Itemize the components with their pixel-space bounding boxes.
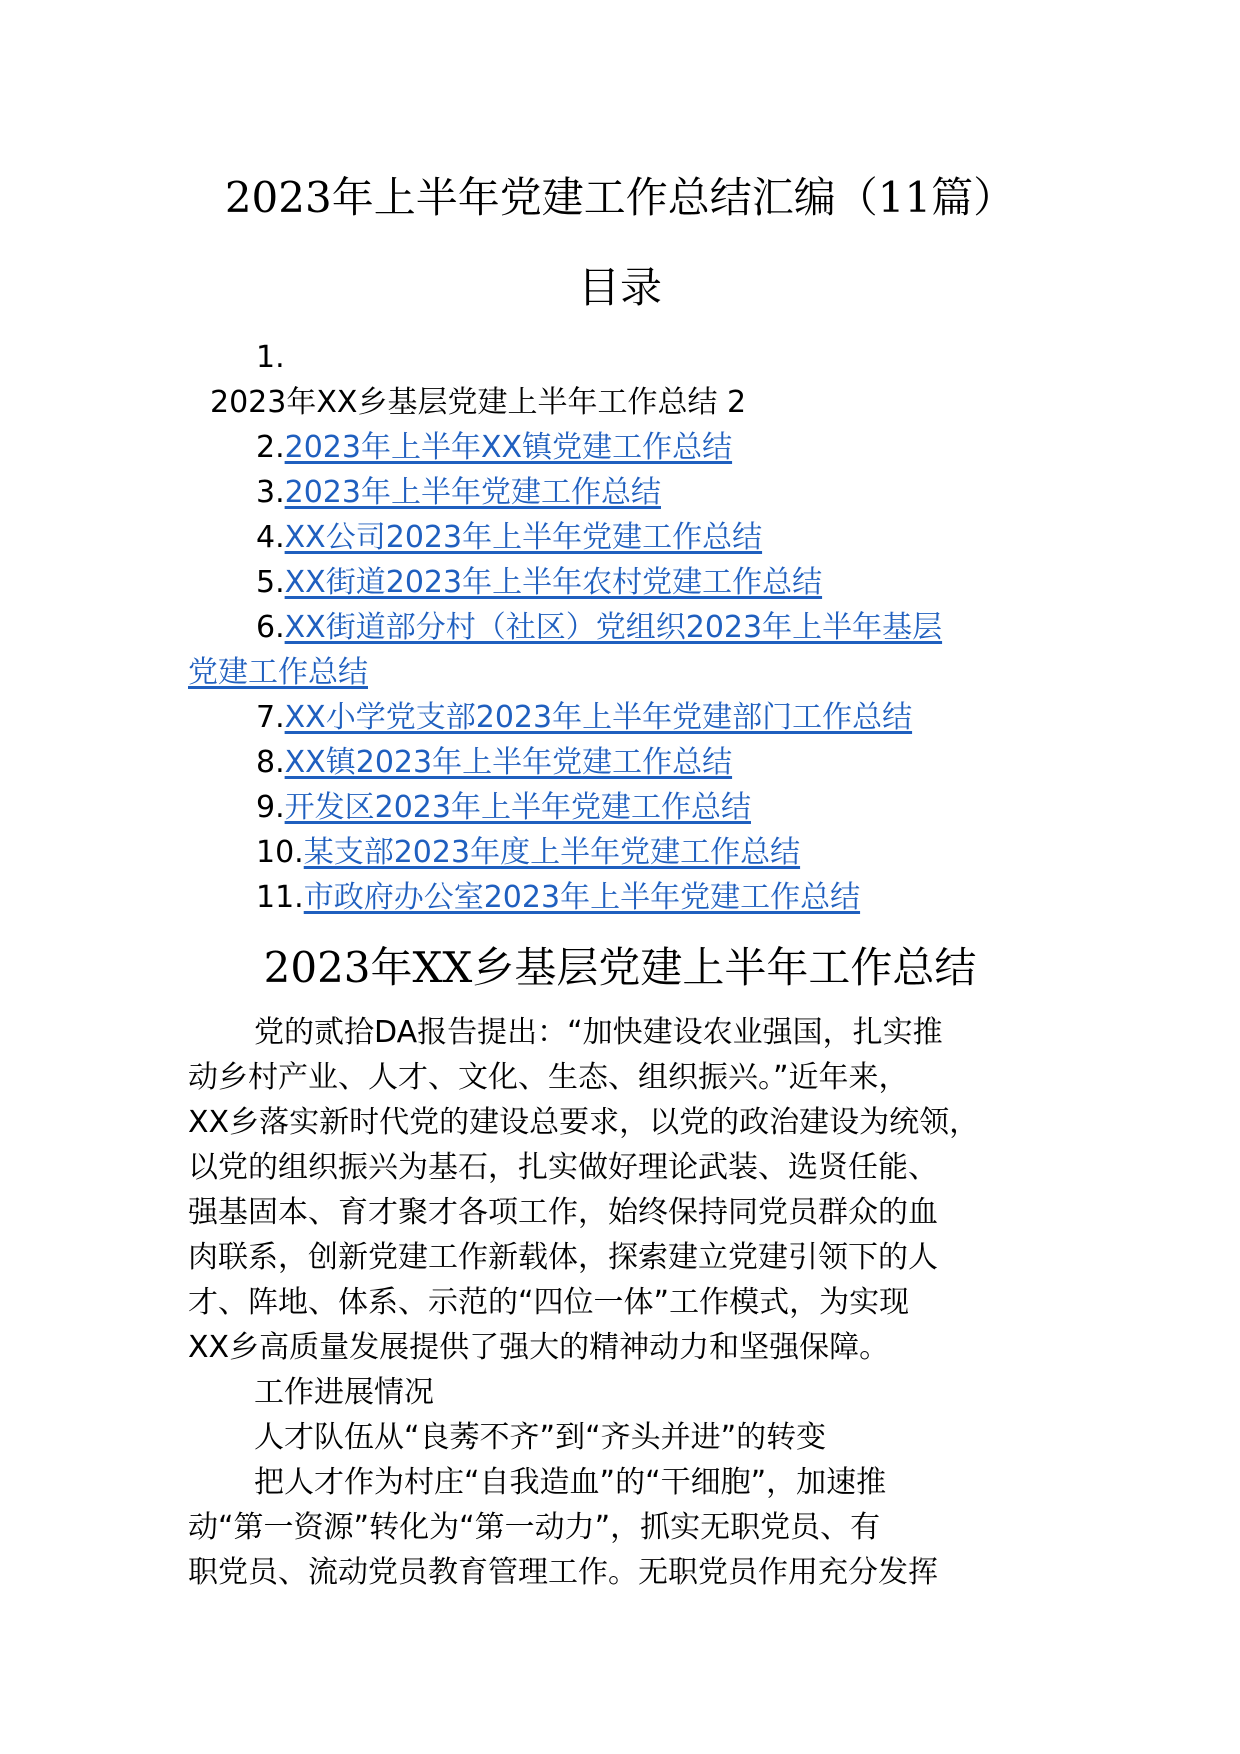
toc-item-link[interactable]: 2023年上半年XX镇党建工作总结 [284, 430, 733, 465]
toc-item-1-number: 1. [256, 340, 285, 375]
toc-item-number: 8. [256, 745, 285, 780]
paragraph-line: 动乡村产业、人才、文化、生态、组织振兴。”近年来， [188, 1060, 909, 1095]
document-title-suffix: 篇） [931, 173, 1016, 222]
toc-heading: 目录 [577, 263, 662, 312]
toc-item-link[interactable]: 某支部2023年度上半年党建工作总结 [303, 835, 801, 870]
toc-item [188, 695, 1068, 740]
toc-item-1[interactable] [188, 380, 1068, 425]
toc-item-link[interactable]: XX街道2023年上半年农村党建工作总结 [284, 565, 823, 600]
paragraph-line: 党的贰拾DA报告提出：“加快建设农业强国，扎实推 [254, 1015, 943, 1050]
toc-item-number: 3. [256, 475, 285, 510]
toc-item-number: 6. [256, 610, 285, 645]
toc-item-number: 2. [256, 430, 285, 465]
paragraph-line: 职党员、流动党员教育管理工作。无职党员作用充分发挥 [188, 1555, 938, 1590]
toc-item-number: 11. [256, 880, 304, 915]
paragraph-line: 以党的组织振兴为基石，扎实做好理论武装、选贤任能、 [188, 1150, 938, 1185]
toc-item-link[interactable]: XX镇2023年上半年党建工作总结 [284, 745, 733, 780]
toc-item [188, 740, 1068, 785]
toc-item-number: 9. [256, 790, 285, 825]
paragraph-line: 把人才作为村庄“自我造血”的“干细胞”，加速推 [254, 1465, 887, 1500]
toc-item-link[interactable]: XX小学党支部2023年上半年党建部门工作总结 [284, 700, 913, 735]
paragraph-line: 强基固本、育才聚才各项工作，始终保持同党员群众的血 [188, 1195, 938, 1230]
section-title-year: 2023 [263, 943, 371, 992]
toc-item-continuation [188, 650, 1068, 695]
toc-item-link-continued[interactable]: 党建工作总结 [188, 655, 368, 690]
paragraph-line: XX乡高质量发展提供了强大的精神动力和坚强保障。 [188, 1330, 890, 1365]
subheading-line: 工作进展情况 [254, 1375, 434, 1410]
document-title-year: 2023 [224, 173, 332, 222]
toc-item-1-year: 2023 [210, 385, 287, 420]
paragraph-line: 才、阵地、体系、示范的“四位一体”工作模式，为实现 [188, 1285, 910, 1320]
document-title-text: 年上半年党建工作总结汇编（ [331, 173, 878, 222]
toc-item-link[interactable]: 开发区2023年上半年党建工作总结 [284, 790, 751, 825]
toc-item-1-number-line [188, 335, 1068, 380]
toc-item-1-page: 2 [727, 385, 747, 420]
toc-item-link[interactable]: XX公司2023年上半年党建工作总结 [284, 520, 763, 555]
section-title-part: 年 [370, 943, 413, 992]
toc-item-number: 4. [256, 520, 285, 555]
toc-item-number: 7. [256, 700, 285, 735]
section-title-rest: 乡基层党建上半年工作总结 [472, 943, 977, 992]
section-body [188, 1010, 1078, 1595]
toc-item [188, 785, 1068, 830]
section-title-xx: XX [412, 943, 473, 992]
toc-item-1-label: 年XX乡基层党建上半年工作总结 [286, 385, 718, 420]
paragraph-line: 肉联系，创新党建工作新载体，探索建立党建引领下的人 [188, 1240, 938, 1275]
toc-item-link[interactable]: 2023年上半年党建工作总结 [284, 475, 661, 510]
toc-item-link[interactable]: XX街道部分村（社区）党组织2023年上半年基层 [284, 610, 943, 645]
toc-item [188, 515, 1068, 560]
paragraph-line: 动“第一资源”转化为“第一动力”，抓实无职党员、有 [188, 1510, 881, 1545]
toc-item [188, 560, 1068, 605]
toc-item [188, 425, 1068, 470]
toc-item-number: 5. [256, 565, 285, 600]
toc-item-link[interactable]: 市政府办公室2023年上半年党建工作总结 [303, 880, 861, 915]
subheading-line: 人才队伍从“良莠不齐”到“齐头并进”的转变 [254, 1420, 827, 1455]
table-of-contents [188, 335, 1068, 920]
section-title [0, 938, 1240, 998]
document-title [0, 168, 1240, 228]
toc-item [188, 470, 1068, 515]
document-title-count: 11 [877, 173, 932, 222]
paragraph-line: XX乡落实新时代党的建设总要求，以党的政治建设为统领， [188, 1105, 980, 1140]
toc-item-number: 10. [256, 835, 304, 870]
toc-item [188, 830, 1068, 875]
toc-item [188, 875, 1068, 920]
toc-item [188, 605, 1068, 650]
